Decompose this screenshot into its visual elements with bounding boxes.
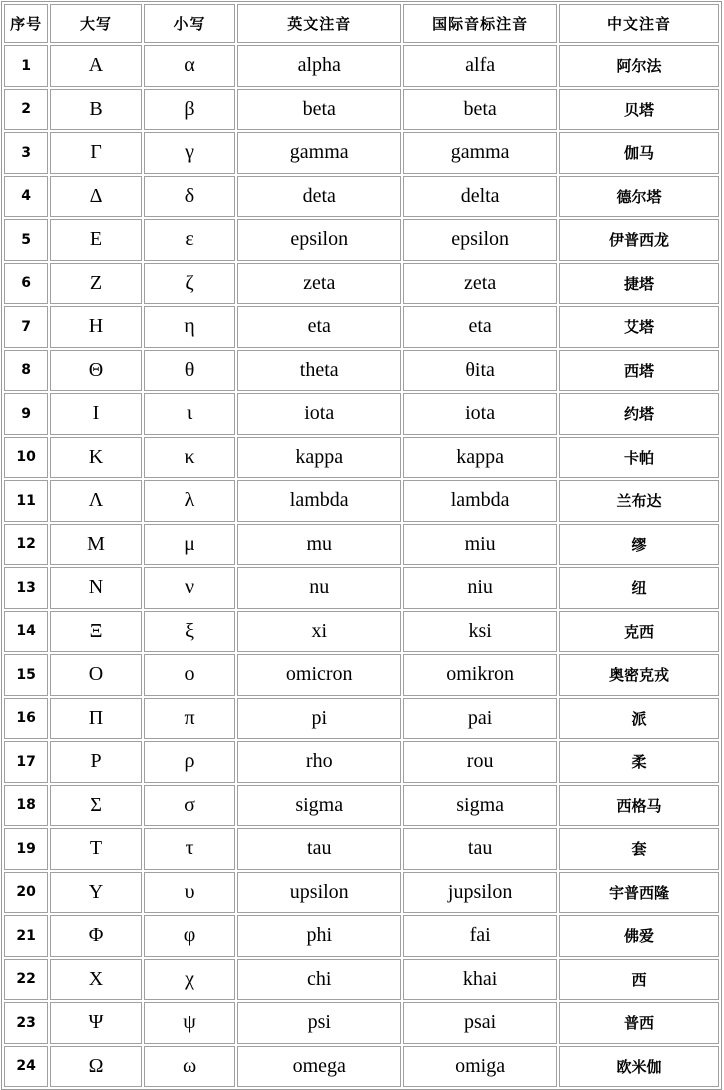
cell-chinese-pronunciation: 伽马 — [559, 132, 719, 174]
cell-ipa-pronunciation: zeta — [403, 263, 557, 305]
cell-ipa-pronunciation: epsilon — [403, 219, 557, 261]
cell-ipa-pronunciation: ksi — [403, 611, 557, 653]
cell-lowercase: ε — [144, 219, 236, 261]
cell-english-pronunciation: deta — [237, 176, 401, 218]
cell-chinese-pronunciation: 卡帕 — [559, 437, 719, 479]
cell-ipa-pronunciation: sigma — [403, 785, 557, 827]
cell-index: 22 — [4, 959, 48, 1001]
cell-index: 9 — [4, 393, 48, 435]
cell-lowercase: κ — [144, 437, 236, 479]
cell-english-pronunciation: theta — [237, 350, 401, 392]
cell-index: 13 — [4, 567, 48, 609]
cell-chinese-pronunciation: 阿尔法 — [559, 45, 719, 87]
cell-english-pronunciation: lambda — [237, 480, 401, 522]
cell-ipa-pronunciation: niu — [403, 567, 557, 609]
cell-index: 14 — [4, 611, 48, 653]
cell-ipa-pronunciation: khai — [403, 959, 557, 1001]
cell-ipa-pronunciation: psai — [403, 1002, 557, 1044]
header-lowercase: 小写 — [144, 4, 236, 43]
table-row — [4, 176, 719, 218]
cell-lowercase: λ — [144, 480, 236, 522]
cell-english-pronunciation: alpha — [237, 45, 401, 87]
cell-lowercase: ρ — [144, 741, 236, 783]
cell-lowercase: ω — [144, 1046, 236, 1088]
table-row — [4, 1046, 719, 1088]
cell-english-pronunciation: iota — [237, 393, 401, 435]
cell-chinese-pronunciation: 克西 — [559, 611, 719, 653]
cell-english-pronunciation: nu — [237, 567, 401, 609]
cell-ipa-pronunciation: beta — [403, 89, 557, 131]
table-body — [4, 45, 719, 1087]
table-row — [4, 45, 719, 87]
cell-english-pronunciation: tau — [237, 828, 401, 870]
cell-uppercase: Δ — [50, 176, 142, 218]
cell-ipa-pronunciation: eta — [403, 306, 557, 348]
cell-chinese-pronunciation: 宇普西隆 — [559, 872, 719, 914]
cell-english-pronunciation: rho — [237, 741, 401, 783]
cell-uppercase: Ζ — [50, 263, 142, 305]
cell-uppercase: Π — [50, 698, 142, 740]
cell-lowercase: φ — [144, 915, 236, 957]
cell-uppercase: Ι — [50, 393, 142, 435]
table-row — [4, 480, 719, 522]
table-row — [4, 437, 719, 479]
cell-lowercase: ζ — [144, 263, 236, 305]
cell-lowercase: γ — [144, 132, 236, 174]
cell-chinese-pronunciation: 西格马 — [559, 785, 719, 827]
table-row — [4, 698, 719, 740]
cell-chinese-pronunciation: 捷塔 — [559, 263, 719, 305]
cell-uppercase: Ν — [50, 567, 142, 609]
cell-english-pronunciation: pi — [237, 698, 401, 740]
cell-index: 16 — [4, 698, 48, 740]
table-row — [4, 872, 719, 914]
cell-ipa-pronunciation: gamma — [403, 132, 557, 174]
cell-lowercase: ξ — [144, 611, 236, 653]
cell-lowercase: ψ — [144, 1002, 236, 1044]
cell-english-pronunciation: omicron — [237, 654, 401, 696]
cell-index: 20 — [4, 872, 48, 914]
table-row — [4, 306, 719, 348]
cell-english-pronunciation: beta — [237, 89, 401, 131]
cell-index: 2 — [4, 89, 48, 131]
cell-ipa-pronunciation: lambda — [403, 480, 557, 522]
cell-chinese-pronunciation: 贝塔 — [559, 89, 719, 131]
cell-chinese-pronunciation: 伊普西龙 — [559, 219, 719, 261]
cell-ipa-pronunciation: rou — [403, 741, 557, 783]
cell-uppercase: Κ — [50, 437, 142, 479]
cell-index: 8 — [4, 350, 48, 392]
cell-ipa-pronunciation: pai — [403, 698, 557, 740]
cell-english-pronunciation: gamma — [237, 132, 401, 174]
table-row — [4, 654, 719, 696]
cell-uppercase: Β — [50, 89, 142, 131]
cell-lowercase: θ — [144, 350, 236, 392]
cell-lowercase: ο — [144, 654, 236, 696]
cell-english-pronunciation: kappa — [237, 437, 401, 479]
cell-english-pronunciation: eta — [237, 306, 401, 348]
header-index: 序号 — [4, 4, 48, 43]
cell-lowercase: η — [144, 306, 236, 348]
cell-ipa-pronunciation: alfa — [403, 45, 557, 87]
cell-english-pronunciation: zeta — [237, 263, 401, 305]
cell-chinese-pronunciation: 普西 — [559, 1002, 719, 1044]
table-row — [4, 263, 719, 305]
cell-lowercase: ι — [144, 393, 236, 435]
cell-ipa-pronunciation: delta — [403, 176, 557, 218]
cell-chinese-pronunciation: 奥密克戎 — [559, 654, 719, 696]
table-row — [4, 393, 719, 435]
cell-uppercase: Ρ — [50, 741, 142, 783]
cell-uppercase: Σ — [50, 785, 142, 827]
table-row — [4, 89, 719, 131]
cell-lowercase: τ — [144, 828, 236, 870]
table-row — [4, 959, 719, 1001]
greek-alphabet-table — [1, 1, 722, 1090]
header-ipa-pronunciation: 国际音标注音 — [403, 4, 557, 43]
cell-ipa-pronunciation: omiga — [403, 1046, 557, 1088]
cell-index: 24 — [4, 1046, 48, 1088]
cell-uppercase: Ε — [50, 219, 142, 261]
cell-ipa-pronunciation: omikron — [403, 654, 557, 696]
cell-index: 23 — [4, 1002, 48, 1044]
cell-uppercase: Γ — [50, 132, 142, 174]
cell-uppercase: Α — [50, 45, 142, 87]
cell-chinese-pronunciation: 西 — [559, 959, 719, 1001]
cell-chinese-pronunciation: 约塔 — [559, 393, 719, 435]
cell-chinese-pronunciation: 西塔 — [559, 350, 719, 392]
table-row — [4, 828, 719, 870]
cell-english-pronunciation: upsilon — [237, 872, 401, 914]
header-row — [4, 4, 719, 43]
cell-english-pronunciation: phi — [237, 915, 401, 957]
header-english-pronunciation: 英文注音 — [237, 4, 401, 43]
cell-chinese-pronunciation: 佛爱 — [559, 915, 719, 957]
cell-ipa-pronunciation: tau — [403, 828, 557, 870]
cell-lowercase: α — [144, 45, 236, 87]
cell-english-pronunciation: mu — [237, 524, 401, 566]
cell-chinese-pronunciation: 兰布达 — [559, 480, 719, 522]
cell-index: 7 — [4, 306, 48, 348]
cell-ipa-pronunciation: iota — [403, 393, 557, 435]
table-row — [4, 1002, 719, 1044]
table-row — [4, 524, 719, 566]
cell-lowercase: υ — [144, 872, 236, 914]
cell-index: 6 — [4, 263, 48, 305]
cell-uppercase: Υ — [50, 872, 142, 914]
cell-index: 5 — [4, 219, 48, 261]
cell-uppercase: Η — [50, 306, 142, 348]
cell-uppercase: Ξ — [50, 611, 142, 653]
cell-ipa-pronunciation: kappa — [403, 437, 557, 479]
cell-index: 1 — [4, 45, 48, 87]
cell-uppercase: Τ — [50, 828, 142, 870]
cell-english-pronunciation: chi — [237, 959, 401, 1001]
cell-chinese-pronunciation: 欧米伽 — [559, 1046, 719, 1088]
cell-uppercase: Λ — [50, 480, 142, 522]
cell-index: 18 — [4, 785, 48, 827]
table-row — [4, 915, 719, 957]
cell-index: 12 — [4, 524, 48, 566]
cell-chinese-pronunciation: 德尔塔 — [559, 176, 719, 218]
cell-ipa-pronunciation: miu — [403, 524, 557, 566]
cell-chinese-pronunciation: 纽 — [559, 567, 719, 609]
cell-english-pronunciation: xi — [237, 611, 401, 653]
cell-index: 21 — [4, 915, 48, 957]
cell-index: 4 — [4, 176, 48, 218]
cell-chinese-pronunciation: 柔 — [559, 741, 719, 783]
cell-uppercase: Ψ — [50, 1002, 142, 1044]
cell-lowercase: σ — [144, 785, 236, 827]
cell-chinese-pronunciation: 艾塔 — [559, 306, 719, 348]
cell-index: 15 — [4, 654, 48, 696]
cell-chinese-pronunciation: 派 — [559, 698, 719, 740]
cell-english-pronunciation: sigma — [237, 785, 401, 827]
cell-uppercase: Θ — [50, 350, 142, 392]
cell-lowercase: μ — [144, 524, 236, 566]
cell-uppercase: Ω — [50, 1046, 142, 1088]
table-row — [4, 219, 719, 261]
header-uppercase: 大写 — [50, 4, 142, 43]
cell-chinese-pronunciation: 套 — [559, 828, 719, 870]
cell-lowercase: δ — [144, 176, 236, 218]
cell-uppercase: Μ — [50, 524, 142, 566]
cell-english-pronunciation: psi — [237, 1002, 401, 1044]
header-chinese-pronunciation: 中文注音 — [559, 4, 719, 43]
cell-lowercase: β — [144, 89, 236, 131]
table-row — [4, 741, 719, 783]
table-row — [4, 350, 719, 392]
cell-ipa-pronunciation: θita — [403, 350, 557, 392]
cell-index: 3 — [4, 132, 48, 174]
cell-ipa-pronunciation: jupsilon — [403, 872, 557, 914]
cell-index: 17 — [4, 741, 48, 783]
cell-index: 19 — [4, 828, 48, 870]
cell-uppercase: Φ — [50, 915, 142, 957]
table-row — [4, 785, 719, 827]
table-row — [4, 132, 719, 174]
cell-lowercase: χ — [144, 959, 236, 1001]
cell-uppercase: Χ — [50, 959, 142, 1001]
table-row — [4, 567, 719, 609]
cell-lowercase: ν — [144, 567, 236, 609]
cell-index: 10 — [4, 437, 48, 479]
cell-chinese-pronunciation: 缪 — [559, 524, 719, 566]
cell-ipa-pronunciation: fai — [403, 915, 557, 957]
cell-english-pronunciation: omega — [237, 1046, 401, 1088]
cell-english-pronunciation: epsilon — [237, 219, 401, 261]
cell-index: 11 — [4, 480, 48, 522]
table-row — [4, 611, 719, 653]
cell-uppercase: Ο — [50, 654, 142, 696]
cell-lowercase: π — [144, 698, 236, 740]
